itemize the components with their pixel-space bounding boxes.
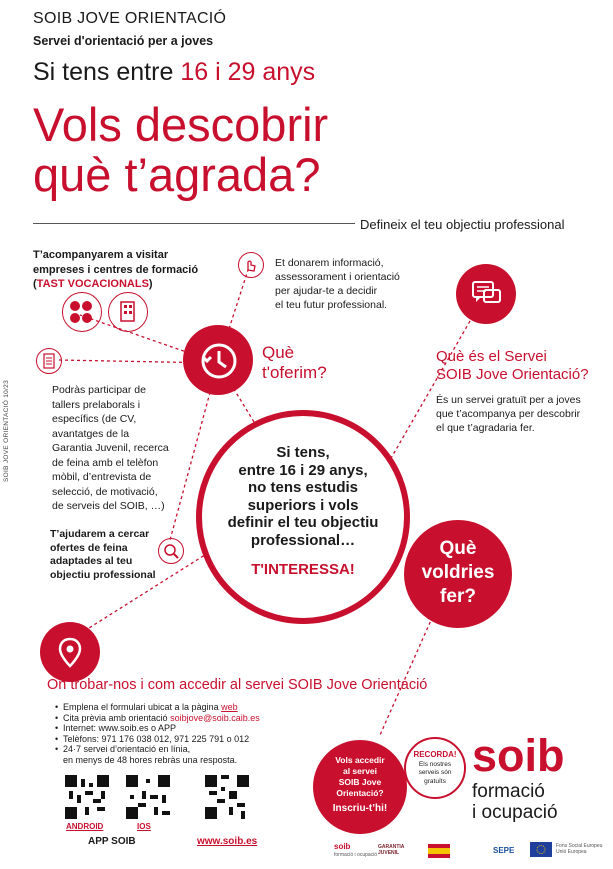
inscriu-label: Inscriu-t’hi! xyxy=(332,803,388,814)
center-text: Si tens, entre 16 i 29 anys, no tens estudis superiors i vols definir el teu objectiu professional… T'INTERESSA! xyxy=(196,444,410,579)
age-prefix: Si tens entre xyxy=(33,58,181,86)
qr-web[interactable] xyxy=(205,775,249,819)
search-icon xyxy=(158,538,184,564)
email-link[interactable]: soibjove@soib.caib.es xyxy=(170,712,260,723)
cta-bubble-text: Vols accedir al servei SOIB Jove Orientació? Inscriu-t’hi! xyxy=(313,755,407,814)
building-icon xyxy=(108,292,148,332)
chat-bubbles-icon xyxy=(456,264,516,324)
headline-line2: què t’agrada? xyxy=(33,148,321,201)
checklist-icon xyxy=(36,348,62,374)
access-list xyxy=(55,702,260,765)
spain-flag-icon xyxy=(428,844,450,858)
access-title: On trobar-nos i com accedir al servei SOIB Jove Orientació xyxy=(47,677,428,693)
eu-flag-icon xyxy=(530,842,552,857)
people-icon xyxy=(62,292,102,332)
android-link[interactable]: ANDROID xyxy=(66,822,104,831)
brand-title: SOIB JOVE ORIENTACIÓ xyxy=(33,10,227,27)
age-line xyxy=(33,58,315,87)
offer-question: Què t'oferim? xyxy=(262,343,327,382)
soib-small-sub: formació i ocupació xyxy=(334,852,378,858)
qr-android[interactable] xyxy=(65,775,109,819)
brand-subtitle: Servei d'orientació per a joves xyxy=(33,34,214,48)
visit-text: T’acompanyarem a visitar empreses i centres de formació (TAST VOCACIONALS) xyxy=(33,249,199,290)
app-soib-label: APP SOIB xyxy=(88,836,136,847)
qr-ios[interactable] xyxy=(126,775,170,819)
headline xyxy=(33,100,473,200)
list-item: • Cita prèvia amb orientació soibjove@soib.caib.es xyxy=(55,713,260,724)
offers-text: T’ajudarem a cercar ofertes de feina adaptades al teu objectiu professional xyxy=(50,528,156,581)
do-text: Què voldries fer? xyxy=(421,538,495,607)
fse-logo: Fons Social Europeu Unió Europea xyxy=(556,843,603,855)
list-item: • 24·7 servei d’orientació en línia, en menys de 48 hores rebràs una resposta. xyxy=(55,744,260,765)
service-question: Què és el Servei SOIB Jove Orientació? xyxy=(436,348,589,383)
touch-icon xyxy=(238,252,264,278)
soib-small-logo: soib xyxy=(334,842,351,851)
divider xyxy=(33,223,355,224)
cta-interessa: T'INTERESSA! xyxy=(251,561,355,578)
sepe-logo: SEPE xyxy=(493,846,515,855)
remember-text: RECORDA! Els nostres serveis són gratuïts xyxy=(413,750,457,785)
ios-link[interactable]: IOS xyxy=(137,822,151,831)
list-item: • Internet: www.soib.es o APP xyxy=(55,723,260,734)
list-item: • Telèfons: 971 176 038 012, 971 225 791 o 012 xyxy=(55,734,260,745)
info-text: Et donarem informació, assessorament i orientació per ajudar-te a decidir el teu futur professional. xyxy=(275,257,400,311)
list-item: • Emplena el formulari ubicat a la pàgina web xyxy=(55,702,260,713)
garantia-logo: GARANTIA JUVENIL xyxy=(378,844,405,856)
soib-logo-tagline: formació i ocupació xyxy=(472,781,558,823)
service-description: És un servei gratuït per a joves que t’acompanya per descobrir el que t’agradaria fer. xyxy=(436,394,581,434)
web-url-link[interactable]: www.soib.es xyxy=(197,836,258,847)
location-pin-icon xyxy=(40,622,100,682)
headline-line1: Vols descobrir xyxy=(33,98,329,151)
soib-logo: soib xyxy=(472,730,565,781)
vertical-code: SOIB JOVE ORIENTACIÓ 10/23 xyxy=(3,380,10,482)
age-range: 16 i 29 anys xyxy=(180,58,316,86)
workshops-text: Podràs participar de tallers prelaborals i específics (de CV, avantatges de la Garantia Juvenil, recerca de feina amb el telèfon mòbil, d’entrevista de selecció, de motivació, de serveis del SOIB, …) xyxy=(52,384,169,512)
objective-label: Defineix el teu objectiu professional xyxy=(360,217,565,232)
web-link[interactable]: web xyxy=(221,702,238,712)
